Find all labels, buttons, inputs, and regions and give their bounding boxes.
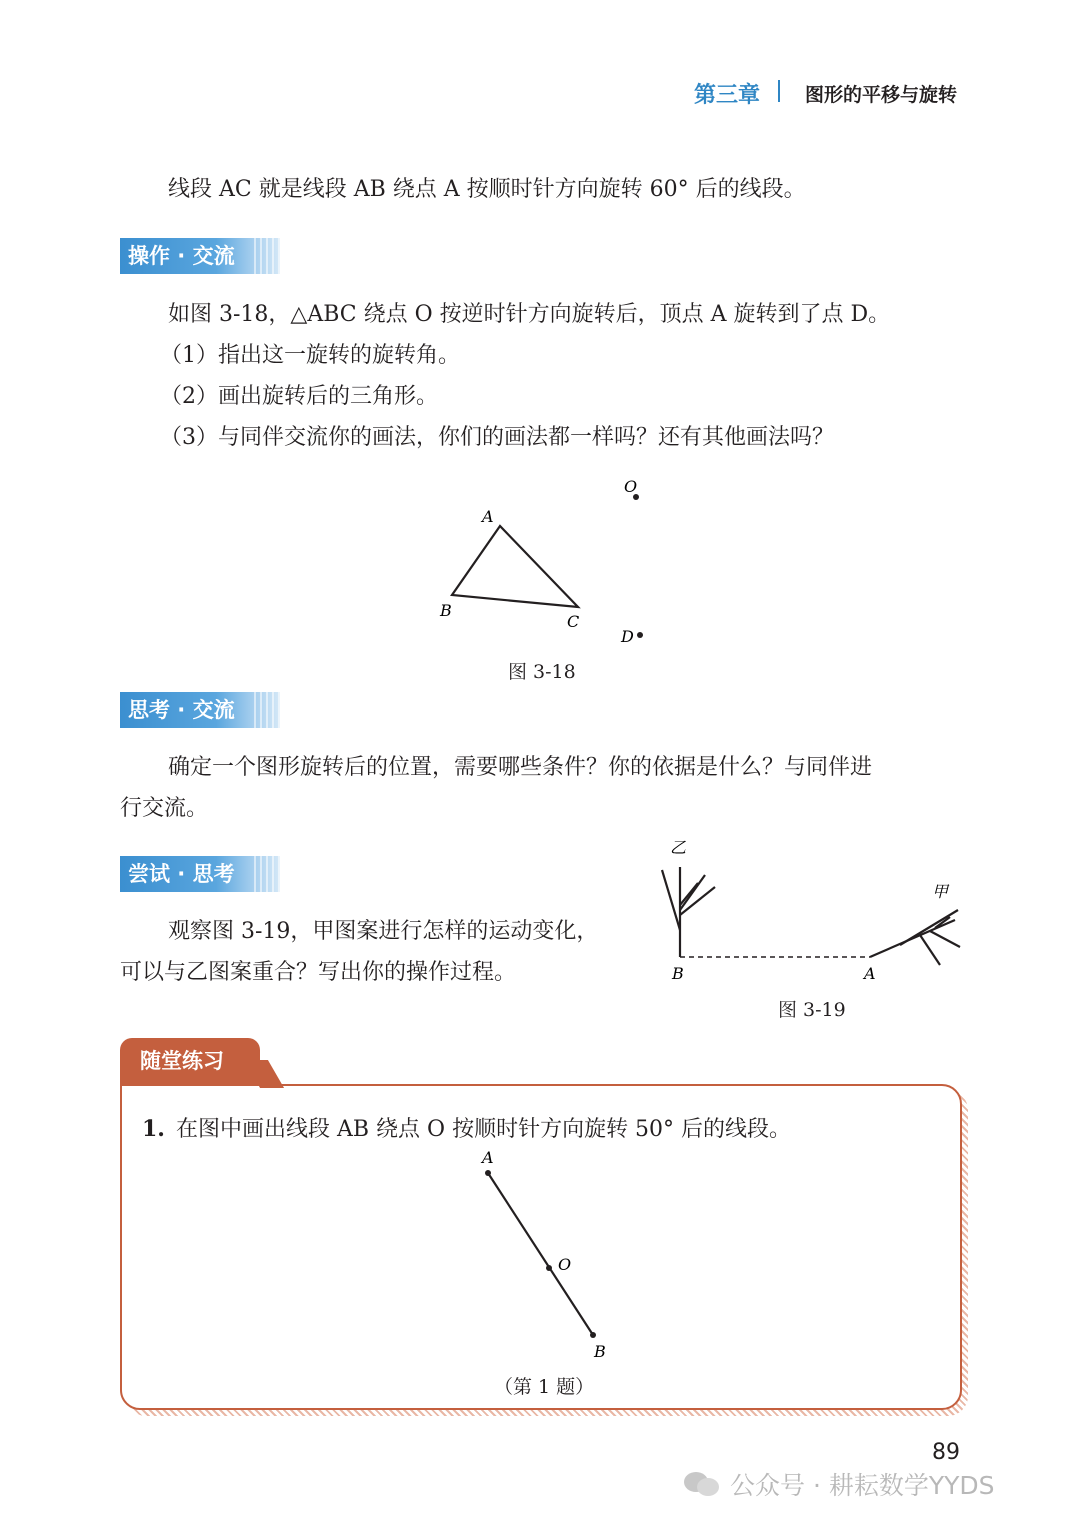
wechat-icon bbox=[682, 1470, 722, 1498]
label-d: D bbox=[621, 627, 634, 646]
label-a-q1: A bbox=[482, 1148, 494, 1167]
section1-item-2: （2）画出旋转后的三角形。 bbox=[160, 384, 438, 409]
chapter-title: 图形的平移与旋转 bbox=[805, 84, 958, 106]
section1-item-3: （3）与同伴交流你的画法，你们的画法都一样吗？还有其他画法吗？ bbox=[160, 425, 834, 450]
question-1-caption: （第 1 题） bbox=[494, 1376, 595, 1398]
label-a: A bbox=[482, 507, 494, 526]
point-a bbox=[485, 1170, 491, 1176]
question-1-text: 在图中画出线段 AB 绕点 O 按顺时针方向旋转 50° 后的线段。 bbox=[176, 1117, 792, 1142]
figure-3-18 bbox=[420, 470, 680, 660]
chapter-label: 第三章 bbox=[694, 83, 761, 108]
label-b-q1: B bbox=[594, 1342, 606, 1361]
page-number: 89 bbox=[932, 1440, 960, 1465]
header-divider bbox=[778, 80, 780, 102]
segment-ab bbox=[488, 1173, 593, 1335]
triangle-abc bbox=[452, 526, 578, 607]
section1-item-1: （1）指出这一旋转的旋转角。 bbox=[160, 343, 460, 368]
label-o-q1: O bbox=[558, 1255, 572, 1274]
point-d bbox=[637, 632, 643, 638]
pattern-jia bbox=[870, 910, 960, 965]
section1-text: 如图 3-18，△ABC 绕点 O 按逆时针方向旋转后，顶点 A 旋转到了点 D。 bbox=[168, 302, 891, 327]
point-b bbox=[590, 1332, 596, 1338]
label-b-3-19: B bbox=[672, 964, 684, 983]
figure-3-19 bbox=[650, 835, 970, 995]
figure-3-19-caption: 图 3-19 bbox=[778, 999, 846, 1021]
practice-tab: 随堂练习 bbox=[120, 1038, 260, 1086]
figure-3-18-caption: 图 3-18 bbox=[508, 661, 576, 683]
label-a-3-19: A bbox=[864, 964, 876, 983]
label-b: B bbox=[440, 601, 452, 620]
section-badge-think: 思考 · 交流 bbox=[120, 692, 280, 728]
section-badge-operate: 操作 · 交流 bbox=[120, 238, 280, 274]
label-c: C bbox=[567, 612, 580, 631]
point-o-q1 bbox=[546, 1265, 552, 1271]
section2-line-2: 行交流。 bbox=[120, 796, 209, 821]
section-badge-try: 尝试 · 思考 bbox=[120, 856, 280, 892]
question-1-number: 1. bbox=[142, 1116, 165, 1142]
label-jia: 甲 bbox=[932, 882, 949, 901]
section2-line-1: 确定一个图形旋转后的位置，需要哪些条件？你的依据是什么？与同伴进 bbox=[168, 755, 873, 780]
pattern-yi bbox=[662, 867, 715, 957]
figure-question-1 bbox=[460, 1145, 640, 1365]
section3-line-1: 观察图 3-19，甲图案进行怎样的运动变化， bbox=[168, 919, 599, 944]
label-yi: 乙 bbox=[670, 838, 687, 857]
section3-line-2: 可以与乙图案重合？写出你的操作过程。 bbox=[120, 960, 517, 985]
watermark: 公众号 · 耕耘数学YYDS bbox=[730, 1471, 995, 1500]
intro-text: 线段 AC 就是线段 AB 绕点 A 按顺时针方向旋转 60° 后的线段。 bbox=[168, 177, 806, 202]
label-o: O bbox=[624, 477, 638, 496]
